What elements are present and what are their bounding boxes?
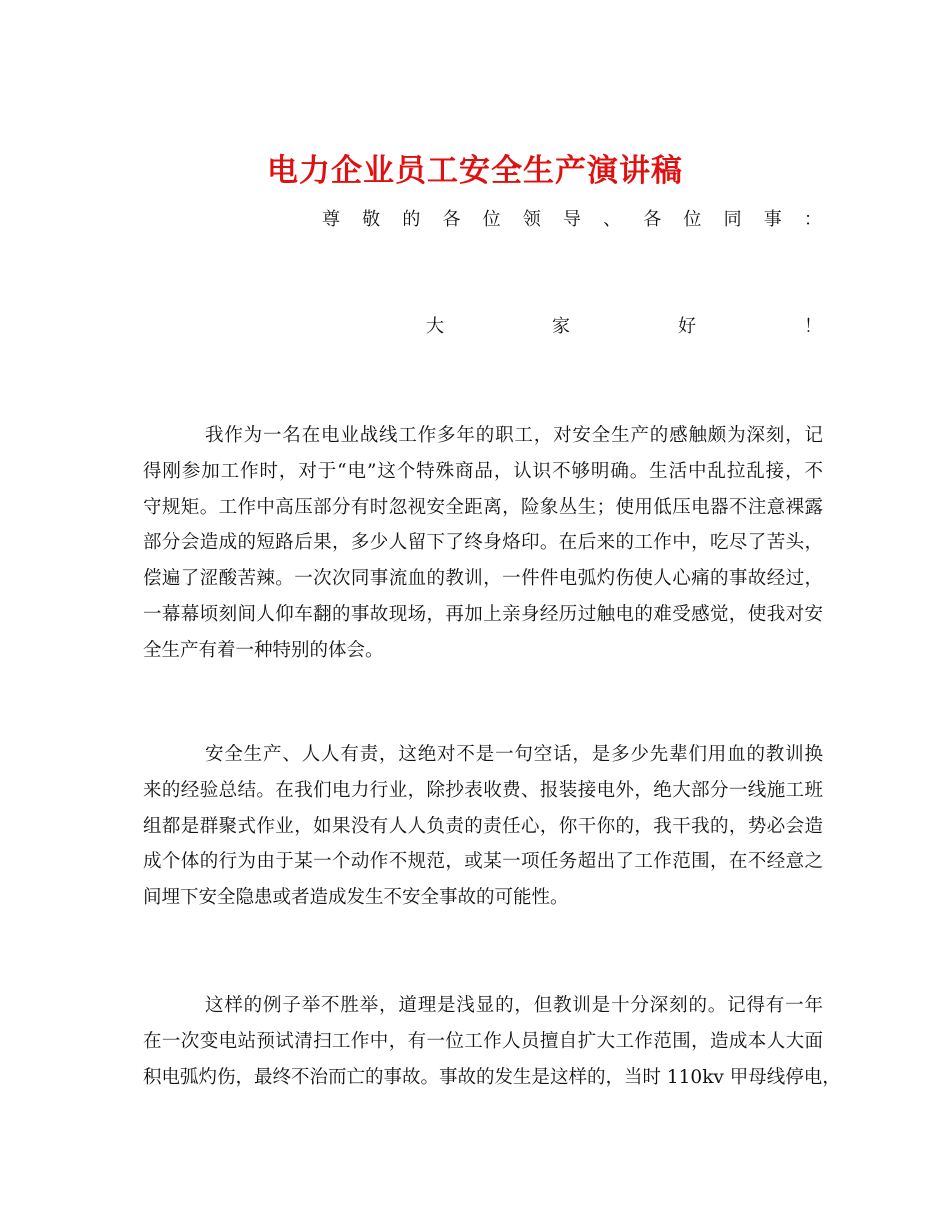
salutation-char: 同: [723, 209, 742, 230]
salutation-char: 导: [562, 209, 581, 230]
salutation-char: 、: [603, 209, 622, 230]
salutation-char: 敬: [362, 209, 381, 230]
body-paragraph: [143, 418, 823, 669]
paragraph-line: 在一次变电站预试清扫工作中，有一位工作人员擅自扩大工作范围，造成本人大面: [143, 1030, 823, 1052]
paragraph-line: 来的经验总结。在我们电力行业，除抄表收费、报装接电外，绝大部分一线施工班: [143, 779, 823, 801]
greeting-char: 大: [426, 316, 444, 337]
greeting-char: ！: [804, 316, 822, 337]
paragraph-line: 我作为一名在电业战线工作多年的职工，对安全生产的感触颇为深刻，记: [205, 425, 823, 446]
salutation-char: 事: [763, 209, 782, 230]
paragraph-line: 安全生产、人人有责，这绝对不是一句空话，是多少先辈们用血的教训换: [205, 744, 823, 765]
greeting-char: 好: [678, 316, 696, 337]
body-paragraph: [143, 988, 841, 1095]
salutation-char: 位: [482, 209, 501, 230]
salutation-char: ：: [803, 209, 822, 230]
salutation-char: 位: [683, 209, 702, 230]
paragraph-line: 全生产有着一种特别的体会。: [143, 639, 384, 661]
paragraph-line: 偿遍了涩酸苦辣。一次次同事流血的教训，一件件电弧灼伤使人心痛的事故经过，: [143, 568, 823, 590]
document-title: 电力企业员工安全生产演讲稿: [267, 152, 683, 189]
paragraph-line: 守规矩。工作中高压部分有时忽视安全距离，险象丛生；使用低压电器不注意裸露: [143, 496, 823, 518]
salutation-char: 尊: [322, 209, 340, 230]
paragraph-line: 一幕幕顷刻间人仰车翻的事故现场，再加上亲身经历过触电的难受感觉，使我对安: [143, 603, 823, 625]
salutation-char: 领: [522, 209, 541, 230]
paragraph-line: 这样的例子举不胜举，道理是浅显的，但教训是十分深刻的。记得有一年: [205, 995, 823, 1016]
greeting-char: 家: [552, 316, 570, 337]
salutation-char: 的: [402, 209, 421, 230]
paragraph-line: 成个体的行为由于某一个动作不规范，或某一项任务超出了工作范围，在不经意之: [143, 851, 823, 873]
paragraph-line: 部分会造成的短路后果，多少人留下了终身烙印。在后来的工作中，吃尽了苦头，: [143, 532, 823, 554]
paragraph-line: 组都是群聚式作业，如果没有人人负责的责任心，你干你的，我干我的，势必会造: [143, 815, 823, 837]
salutation-char: 各: [643, 209, 662, 230]
salutation-line: [322, 208, 822, 232]
body-paragraph: [143, 737, 823, 916]
greeting-line: [426, 315, 822, 339]
paragraph-line: 积电弧灼伤，最终不治而亡的事故。事故的发生是这样的，当时 110kv 甲母线停电，: [143, 1066, 841, 1088]
paragraph-line: 得刚参加工作时，对于“电”这个特殊商品，认识不够明确。生活中乱拉乱接，不: [143, 460, 823, 482]
salutation-char: 各: [442, 209, 461, 230]
paragraph-line: 间埋下安全隐患或者造成发生不安全事故的可能性。: [143, 887, 569, 909]
